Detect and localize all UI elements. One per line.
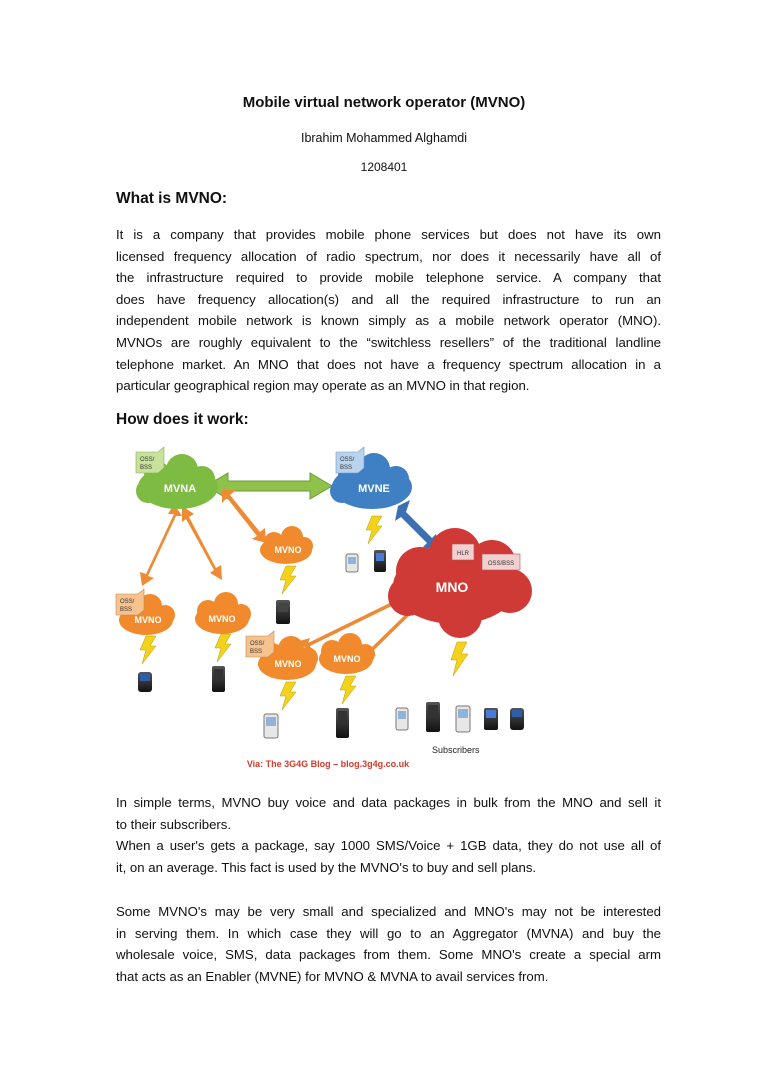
oss-bss-box-mvno-bottom bbox=[246, 631, 274, 657]
paragraph-aggregator bbox=[116, 901, 661, 987]
text-line: When a user's gets a package, say 1000 SMS/Voice + 1GB data, they do not use all of bbox=[116, 838, 661, 854]
phone-icon bbox=[212, 666, 225, 692]
phone-icon bbox=[396, 708, 408, 730]
mvno-label: MVNO bbox=[274, 659, 302, 669]
text-line: to their subscribers. bbox=[116, 816, 232, 832]
bss-label: BSS bbox=[120, 607, 133, 613]
lightning-icon bbox=[340, 676, 356, 704]
author-name: Ibrahim Mohammed Alghamdi bbox=[300, 131, 468, 145]
paragraph-simple-terms bbox=[116, 792, 661, 878]
mvno-label: MVNO bbox=[274, 545, 302, 555]
oss-label: OSS/ bbox=[120, 599, 135, 605]
lightning-icon bbox=[280, 682, 296, 710]
document-title: Mobile virtual network operator (MVNO) bbox=[242, 94, 526, 111]
text-line: It is a company that provides mobile phone services but does not have its own bbox=[116, 227, 661, 242]
mvno-label: MVNO bbox=[333, 654, 361, 664]
text-line: MVNOs are roughly equivalent to the “switchless resellers” of the traditional landline bbox=[116, 334, 661, 350]
bss-label: BSS bbox=[140, 465, 153, 471]
mvna-label: MVNA bbox=[163, 483, 197, 495]
phone-icon bbox=[336, 708, 349, 738]
text-line: it, on an average. This fact is used by the MVNO's to buy and sell plans. bbox=[116, 859, 537, 875]
text-line: the infrastructure required to provide mobile telephone service. A company that bbox=[116, 270, 661, 286]
text-line: particular geographical region may operate as an MVNO in that region. bbox=[116, 378, 530, 394]
text-line: telephone market. An MNO that does not have a frequency spectrum allocation in a bbox=[116, 356, 661, 372]
phone-icon bbox=[456, 706, 470, 732]
oss-bss-label: OSS/BSS bbox=[487, 561, 515, 567]
mvno-cloud-middle-left bbox=[195, 592, 251, 634]
text-line: that acts as an Enabler (MVNE) for MVNO & MVNA to avail services from. bbox=[116, 968, 549, 984]
text-line: Some MVNO's may be very small and specialized and MNO's may not be interested bbox=[116, 904, 661, 919]
oss-bss-box-mvno-left bbox=[116, 589, 144, 615]
paragraph-what-is-mvno bbox=[116, 224, 661, 397]
lightning-icon bbox=[215, 634, 231, 662]
oss-label: OSS/ bbox=[340, 457, 355, 463]
diagram-credit: Via: The 3G4G Blog – blog.3g4g.co.uk bbox=[246, 759, 410, 769]
mvno-cloud-bottom-right bbox=[319, 633, 375, 674]
text-line: In simple terms, MVNO buy voice and data packages in bulk from the MNO and sell it bbox=[116, 795, 661, 810]
phone-icon bbox=[484, 708, 498, 730]
bss-label: BSS bbox=[340, 465, 353, 471]
arrow-mvna-mvno-left bbox=[140, 504, 182, 586]
phone-icon bbox=[426, 702, 440, 732]
phone-icon bbox=[346, 554, 358, 572]
text-line: licensed frequency allocation of radio spectrum, nor does it necessarily have all of bbox=[116, 248, 661, 264]
text-line: independent mobile network is known simply as a mobile network operator (MNO). bbox=[116, 313, 661, 329]
heading-what-is-mvno: What is MVNO: bbox=[116, 190, 228, 207]
oss-bss-box-mvne bbox=[336, 447, 364, 473]
oss-label: OSS/ bbox=[250, 641, 265, 647]
mno-label: MNO bbox=[435, 579, 469, 595]
text-line: does have frequency allocation(s) and all the required infrastructure to run an bbox=[116, 291, 661, 307]
oss-bss-box-mvna bbox=[136, 447, 164, 473]
lightning-icon bbox=[280, 566, 296, 594]
oss-bss-box-mno bbox=[482, 554, 520, 570]
mvne-label: MVNE bbox=[358, 483, 390, 495]
phone-icon bbox=[138, 672, 152, 692]
bss-label: BSS bbox=[250, 649, 263, 655]
mvno-label: MVNO bbox=[208, 614, 236, 624]
text-line: wholesale voice, SMS, data packages from them. Some MNO's create a special arm bbox=[116, 947, 661, 963]
phone-icon bbox=[374, 550, 386, 572]
subscribers-label: Subscribers bbox=[432, 745, 480, 755]
heading-how-does-it-work: How does it work: bbox=[116, 411, 249, 428]
hlr-box bbox=[452, 544, 474, 560]
lightning-icon bbox=[140, 636, 156, 664]
mvno-cloud-top bbox=[260, 526, 313, 564]
arrow-mvna-mvno-right bbox=[182, 506, 222, 580]
text-line: in serving them. In which case they will go to an Aggregator (MVNA) and buy the bbox=[116, 925, 661, 941]
mvno-label: MVNO bbox=[134, 615, 162, 625]
arrow-mvna-mvno-top bbox=[222, 490, 266, 543]
phone-icon bbox=[276, 600, 290, 624]
lightning-icon bbox=[366, 516, 382, 544]
student-id: 1208401 bbox=[360, 160, 408, 174]
lightning-icon bbox=[451, 642, 468, 676]
hlr-label: HLR bbox=[456, 551, 470, 557]
phone-icon bbox=[264, 714, 278, 738]
oss-label: OSS/ bbox=[140, 457, 155, 463]
mvno-network-diagram bbox=[110, 446, 550, 776]
phone-icon bbox=[510, 708, 524, 730]
